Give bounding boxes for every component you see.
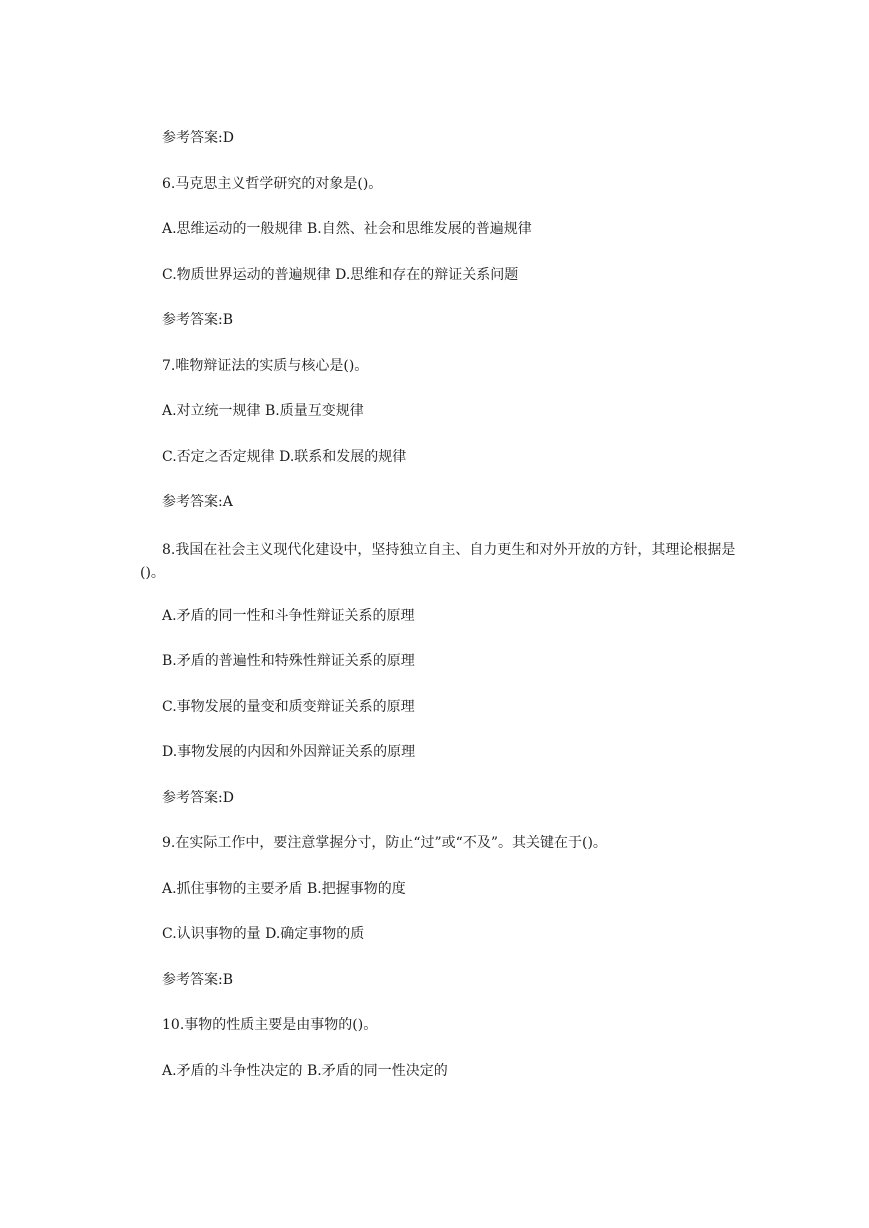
answer-line: 参考答案:D [162, 130, 234, 146]
answer-line: 参考答案:D [162, 790, 234, 806]
question-9: 9.在实际工作中，要注意掌握分寸，防止“过”或“不及”。其关键在于()。 [162, 835, 607, 851]
option-line: C.事物发展的量变和质变辩证关系的原理 [162, 699, 415, 715]
answer-line: 参考答案:A [162, 494, 233, 510]
question-6: 6.马克思主义哲学研究的对象是()。 [162, 176, 383, 192]
answer-line: 参考答案:B [162, 972, 234, 988]
option-line: A.抓住事物的主要矛盾 B.把握事物的度 [162, 881, 406, 897]
option-line: B.矛盾的普遍性和特殊性辩证关系的原理 [162, 653, 415, 669]
answer-line: 参考答案:B [162, 312, 234, 328]
question-10: 10.事物的性质主要是由事物的()。 [162, 1017, 378, 1033]
option-line: C.认识事物的量 D.确定事物的质 [162, 926, 365, 942]
option-line: A.矛盾的斗争性决定的 B.矛盾的同一性决定的 [162, 1063, 448, 1079]
option-line: C.物质世界运动的普遍规律 D.思维和存在的辩证关系问题 [162, 267, 519, 283]
question-8: 8.我国在社会主义现代化建设中，坚持独立自主、自力更生和对外开放的方针，其理论根据是()。 [140, 542, 736, 581]
option-line: A.矛盾的同一性和斗争性辩证关系的原理 [162, 608, 415, 624]
option-line: C.否定之否定规律 D.联系和发展的规律 [162, 449, 407, 465]
option-line: A.对立统一规律 B.质量互变规律 [162, 403, 364, 419]
option-line: A.思维运动的一般规律 B.自然、社会和思维发展的普遍规律 [162, 221, 532, 237]
option-line: D.事物发展的内因和外因辩证关系的原理 [162, 744, 416, 760]
question-7: 7.唯物辩证法的实质与核心是()。 [162, 358, 369, 374]
